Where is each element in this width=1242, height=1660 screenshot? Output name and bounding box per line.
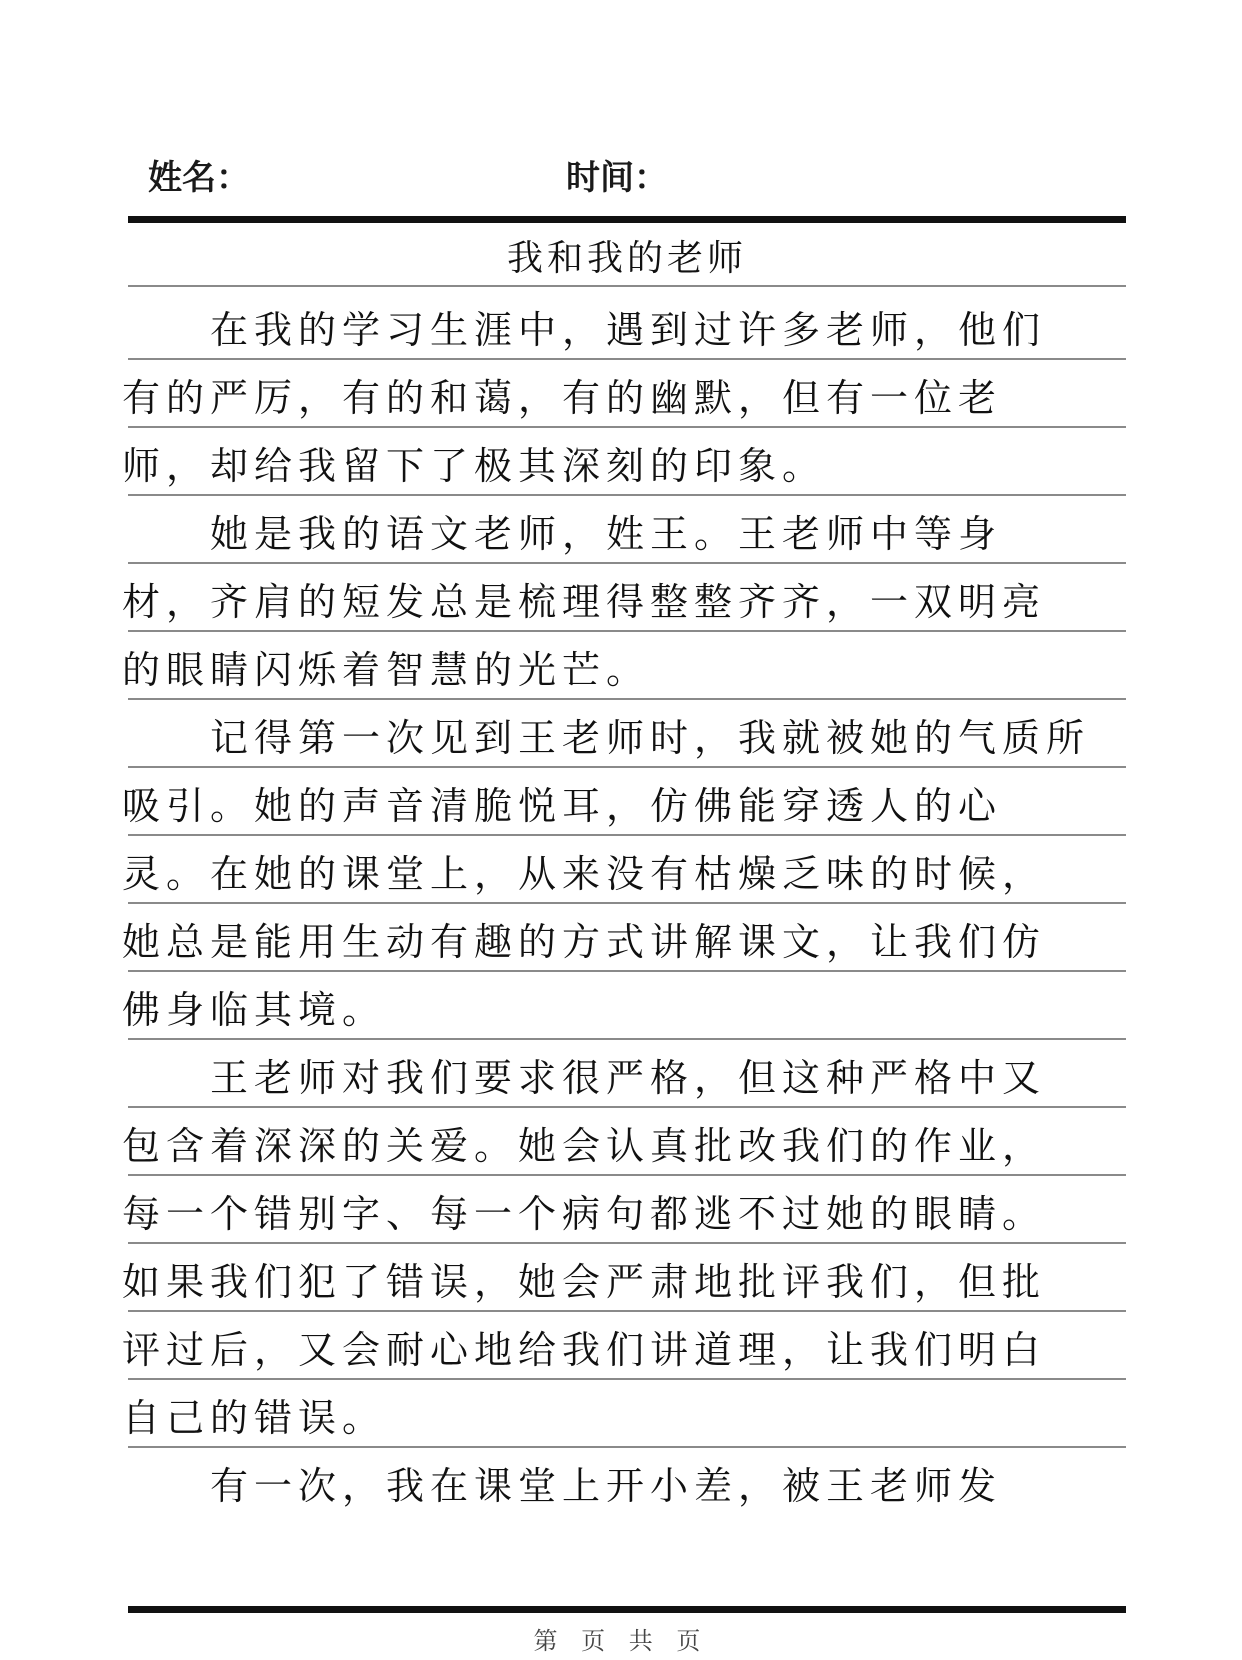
ruled-line (128, 698, 1126, 700)
essay-line: 自己的错误。 (122, 1396, 387, 1440)
essay-line: 灵。在她的课堂上，从来没有枯燥乏味的时候， (122, 852, 1047, 896)
ruled-line (128, 1446, 1126, 1448)
ruled-line (128, 1310, 1126, 1312)
essay-line: 材，齐肩的短发总是梳理得整整齐齐，一双明亮 (122, 580, 1047, 624)
ruled-line (128, 562, 1126, 564)
time-label: 时间： (566, 158, 668, 198)
ruled-line (128, 1038, 1126, 1040)
ruled-line (128, 494, 1126, 496)
essay-line: 有一次，我在课堂上开小差，被王老师发 (122, 1464, 1003, 1508)
essay-line: 如果我们犯了错误，她会严肃地批评我们，但批 (122, 1260, 1047, 1304)
essay-line: 每一个错别字、每一个病句都逃不过她的眼睛。 (122, 1192, 1047, 1236)
ruled-line (128, 630, 1126, 632)
ruled-line (128, 1242, 1126, 1244)
ruled-line (128, 766, 1126, 768)
name-label: 姓名： (148, 158, 250, 198)
ruled-line (128, 358, 1126, 360)
title-underline (128, 285, 1126, 287)
ruled-line (128, 902, 1126, 904)
ruled-line (128, 1106, 1126, 1108)
essay-line: 师，却给我留下了极其深刻的印象。 (122, 444, 827, 488)
essay-line: 记得第一次见到王老师时，我就被她的气质所 (122, 716, 1091, 760)
essay-title: 我和我的老师 (506, 238, 747, 279)
ruled-line (128, 426, 1126, 428)
essay-line: 吸引。她的声音清脆悦耳，仿佛能穿透人的心 (122, 784, 1003, 828)
essay-line: 她总是能用生动有趣的方式讲解课文，让我们仿 (122, 920, 1047, 964)
essay-line: 王老师对我们要求很严格，但这种严格中又 (122, 1056, 1047, 1100)
essay-line: 评过后，又会耐心地给我们讲道理，让我们明白 (122, 1328, 1047, 1372)
essay-line: 有的严厉，有的和蔼，有的幽默，但有一位老 (122, 376, 1003, 420)
bottom-rule (128, 1606, 1126, 1613)
essay-line: 她是我的语文老师，姓王。王老师中等身 (122, 512, 1003, 556)
ruled-line (128, 1174, 1126, 1176)
ruled-line (128, 1378, 1126, 1380)
essay-line: 在我的学习生涯中，遇到过许多老师，他们 (122, 308, 1047, 352)
ruled-line (128, 834, 1126, 836)
essay-line: 包含着深深的关爱。她会认真批改我们的作业， (122, 1124, 1047, 1168)
top-rule (128, 216, 1126, 223)
page-footer: 第 页 共 页 (533, 1627, 709, 1655)
essay-line: 佛身临其境。 (122, 988, 387, 1032)
essay-line: 的眼睛闪烁着智慧的光芒。 (122, 648, 651, 692)
ruled-line (128, 970, 1126, 972)
